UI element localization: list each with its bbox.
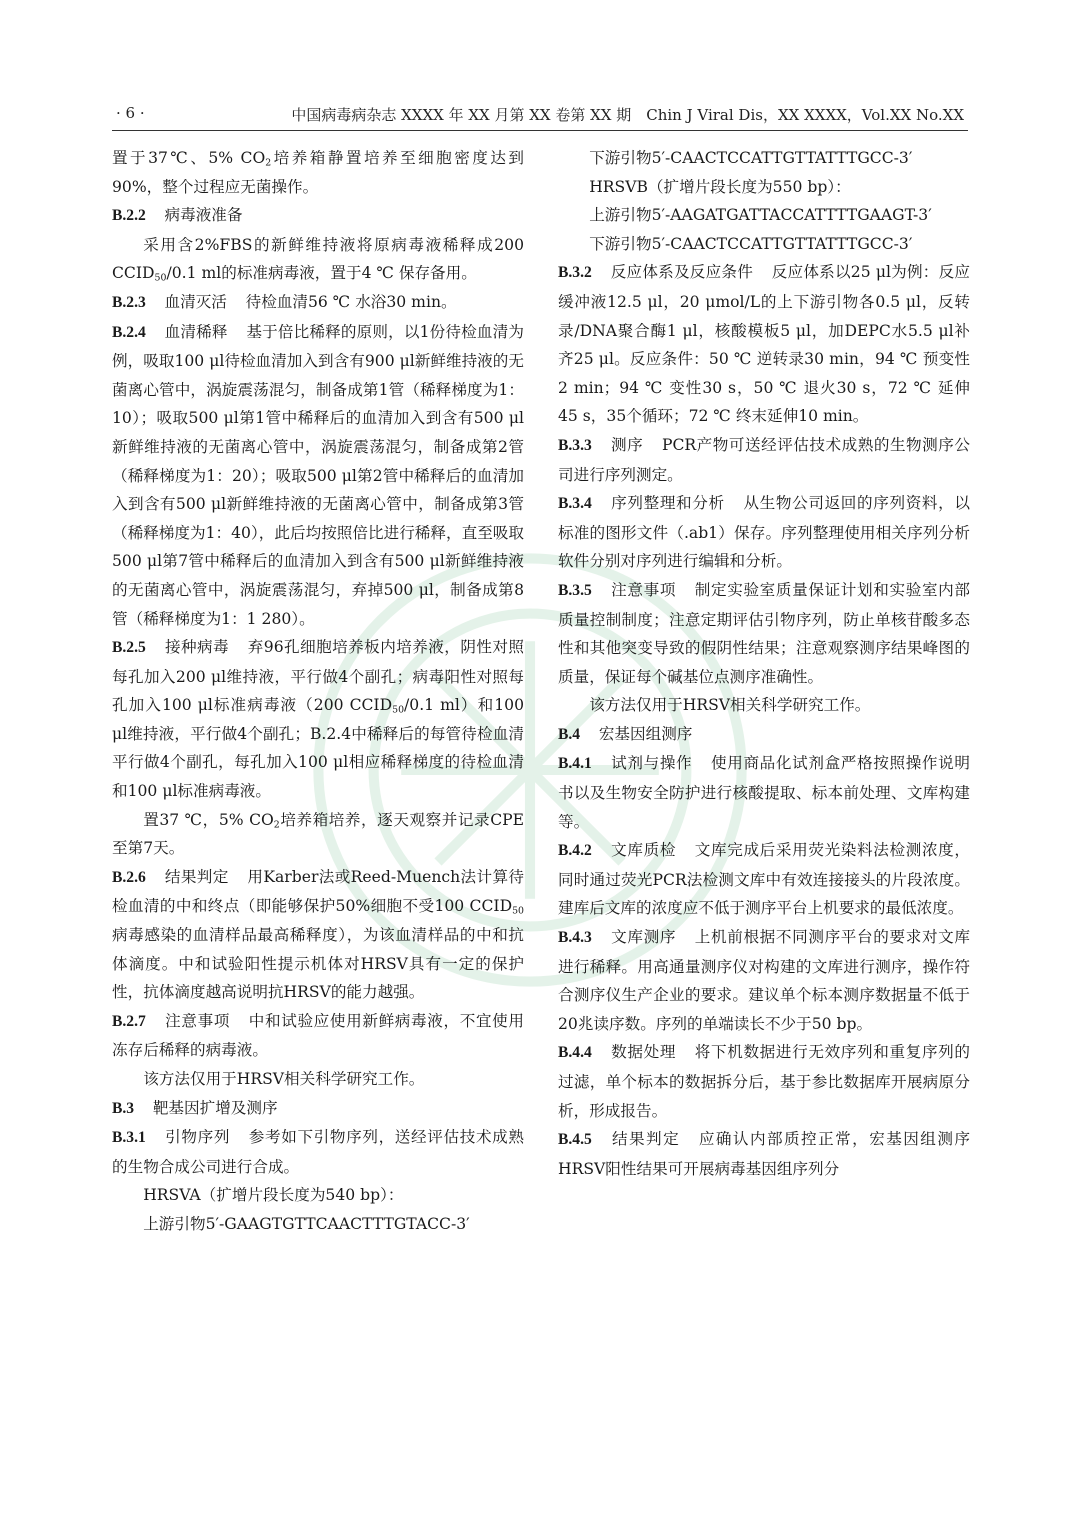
section-b31: B.3.1 引物序列 参考如下引物序列，送经评估技术成熟的生物合成公司进行合成。: [112, 1128, 524, 1176]
section-b41: B.4.1 试剂与操作 使用商品化试剂盒严格按照操作说明书以及生物安全防护进行核酸提取、标本前处理、文库构建等。: [558, 754, 970, 831]
section-b45: B.4.5 结果判定 应确认内部质控正常，宏基因组测序HRSV阳性结果可开展病毒基因组序列分: [558, 1130, 970, 1178]
paragraph: 采用含2%FBS的新鲜维持液将原病毒液稀释成200 $CCID_{50}/0.1$ ml的标准病毒液，置于4 ℃ 保存备用。: [112, 235, 524, 284]
primer-set-label: HRSVB（扩增片段长度为550 bp）：: [589, 177, 851, 196]
section-b34: B.3.4 序列整理和分析 从生物公司返回的序列资料，以标准的图形文件（.ab1）保存。序列整理使用相关序列分析软件分别对序列进行编辑和分析。: [558, 494, 970, 571]
running-header: [112, 96, 968, 131]
section-b35: B.3.5 注意事项 制定实验室质量保证计划和实验室内部质量控制制度；注意定期评估引物序列，防止单核苷酸多态性和其他突变导致的假阴性结果；注意观察测序结果峰图的质量，保证每个碱基位点测序准确性。: [558, 580, 970, 686]
section-b23: B.2.3 血清灭活 待检血清56 ℃ 水浴30 min。: [112, 292, 457, 311]
section-heading-b4: B.4 宏基因组测序: [558, 724, 693, 743]
paragraph: 置37 ℃，5% $CO_2$培养箱培养，逐天观察并记录CPE至第7天。: [112, 810, 525, 858]
section-b44: B.4.4 数据处理 将下机数据进行无效序列和重复序列的过滤，单个标本的数据拆分后，基于参比数据库开展病原分析，形成报告。: [558, 1043, 970, 1120]
section-b24: B.2.4 血清稀释 基于倍比稀释的原则，以1份待检血清为例，吸取100 μl待检血清加入到含有900 μl新鲜维持液的无菌离心管中，涡旋震荡混匀，制备成第1管（稀释梯度为1：10）；吸取500 μl第1管中稀释后的血清加入到含有500 μl新鲜维持液的无菌离心管中，涡旋震荡混匀，制备成第2管（稀释梯度为1：20）；吸取500 μl第2管中稀释后的血清加入到含有500 μl新鲜维持液的无菌离心管中，制备成第3管（稀释梯度为1：40），此后均按照倍比进行稀释，直至吸取500 μl第7管中稀释后的血清加入到含有500 μl新鲜维持液的无菌离心管中，涡旋震荡混匀，弃掉500 μl，制备成第8管（稀释梯度为1：1 280）。: [112, 322, 524, 628]
section-b43: B.4.3 文库测序 上机前根据不同测序平台的要求对文库进行稀释。用高通量测序仪对构建的文库进行测序，操作符合测序仪生产企业的要求。建议单个标本测序数据量不低于20兆读序数。序列的单端读长不少于50 bp。: [558, 928, 970, 1033]
section-heading-b22: B.2.2 病毒液准备: [112, 206, 243, 225]
right-column: [558, 144, 970, 1183]
primer-sequence: 下游引物5′-CAACTCCATTGTTATTTGCC-3′: [589, 234, 913, 253]
primer-sequence: 上游引物5′-AAGATGATTACCATTTTGAAGT-3′: [589, 206, 932, 225]
paragraph: 该方法仅用于HRSV相关科学研究工作。: [143, 1070, 425, 1088]
section-b27: B.2.7 注意事项 中和试验应使用新鲜病毒液，不宜使用冻存后稀释的病毒液。: [112, 1011, 524, 1060]
paragraph: 该方法仅用于HRSV相关科学研究工作。: [589, 696, 871, 715]
primer-sequence: 下游引物5′-CAACTCCATTGTTATTTGCC-3′: [589, 149, 913, 167]
left-column: [112, 144, 524, 1239]
section-b42: B.4.2 文库质检 文库完成后采用荧光染料法检测浓度，同时通过荧光PCR法检测文库中有效连接接头的片段浓度。建库后文库的浓度应不低于测序平台上机要求的最低浓度。: [558, 841, 970, 918]
page-number: · 6 ·: [116, 104, 145, 122]
section-b33: B.3.3 测序 PCR产物可送经评估技术成熟的生物测序公司进行序列测定。: [558, 435, 970, 484]
paragraph: 置于37℃、5% $CO_2$培养箱静置培养至细胞密度达到90%，整个过程应无菌操作。: [112, 149, 524, 196]
primer-sequence: 上游引物5′-GAAGTGTTCAACTTTGTACC-3′: [143, 1214, 470, 1233]
section-b26: B.2.6 结果判定 用Karber法或Reed-Muench法计算待检血清的中和终点（即能够保护50%细胞不受100 $CCID_{50}$病毒感染的血清样品最高稀释度），为该血清样品的中和抗体滴度。中和试验阳性提示机体对HRSV具有一定的保护性，抗体滴度越高说明抗HRSV的能力越强。: [112, 867, 524, 1002]
section-b32: B.3.2 反应体系及反应条件 反应体系以25 μl为例：反应缓冲液12.5 μl，20 μmol/L的上下游引物各0.5 μl，反转录/DNA聚合酶1 μl，核酸模板5 μl，加DEPC水5.5 μl补齐25 μl。反应条件：50 ℃ 逆转录30 min，94 ℃ 预变性2 min；94 ℃ 变性30 s，50 ℃ 退火30 s，72 ℃ 延伸45 s，35个循环；72 ℃ 终末延伸10 min。: [558, 263, 970, 426]
journal-title: 中国病毒病杂志 XXXX 年 XX 月第 XX 卷第 XX 期 Chin J Viral Dis，XX XXXX，Vol.XX No.XX: [291, 106, 964, 124]
section-heading-b3: B.3 靶基因扩增及测序: [112, 1098, 278, 1117]
primer-set-label: HRSVA（扩增片段长度为540 bp）：: [143, 1186, 404, 1205]
section-b25: B.2.5 接种病毒 弃96孔细胞培养板内培养液，阴性对照每孔加入200 μl维持液，平行做4个副孔；病毒阳性对照每孔加入100 μl标准病毒液（200 $CCID_{50}/0.1$ ml）和100 μl维持液，平行做4个副孔；B.2.4中稀释后的每管待检血清平行做4个副孔，每孔加入100 μl相应稀释梯度的待检血清和100 μl标准病毒液。: [112, 638, 524, 801]
